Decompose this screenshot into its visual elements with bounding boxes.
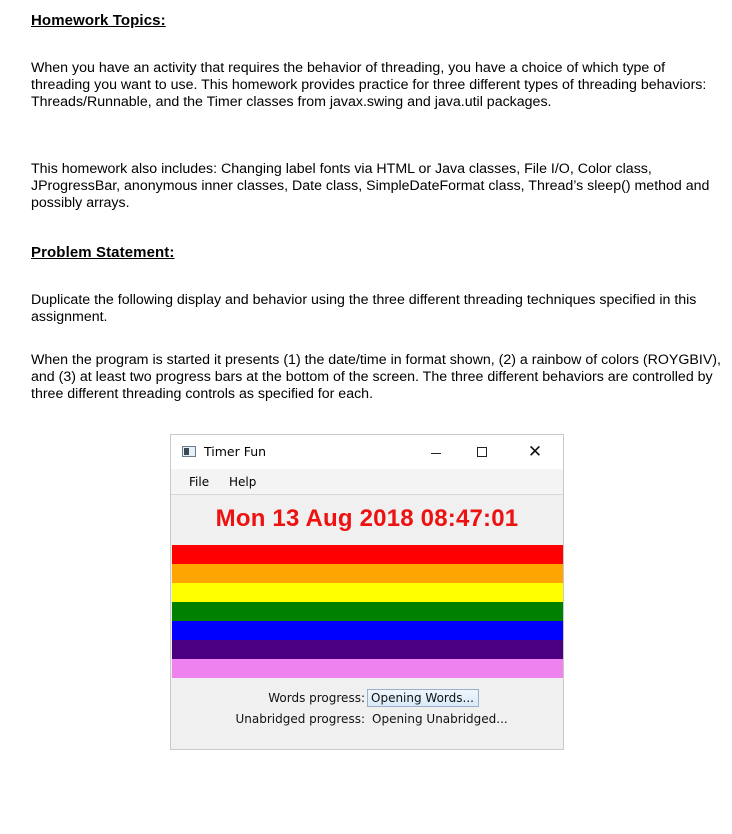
program-start-paragraph: When the program is started it presents (1) the date/time in format shown, (2) a rainbow of colors (ROYGBIV), and (3) at least two progress bars at the bottom of the screen. The three different behaviors are controlled by three different threading controls as specified for each. <box>31 352 721 402</box>
words-progress-bar: Opening Words... <box>367 689 479 707</box>
rainbow-stripe-indigo <box>172 640 564 659</box>
words-progress-label: Words progress: <box>268 691 365 705</box>
minimize-icon[interactable] <box>426 441 446 463</box>
rainbow-stripe-yellow <box>172 583 564 602</box>
intro-paragraph: When you have an activity that requires the behavior of threading, you have a choice of which type of threading you want to use. This homework provides practice for three different types of threading behaviors: Threads/Runnable, and the Timer classes from javax.swing and java.util packages. <box>31 60 707 110</box>
close-icon[interactable]: ✕ <box>527 442 543 462</box>
progress-panel <box>171 680 563 750</box>
window-title-bar <box>171 435 563 469</box>
menu-file[interactable]: File <box>189 475 210 489</box>
duplicate-paragraph: Duplicate the following display and behavior using the three different threading techniques specified in this assignment. <box>31 292 697 325</box>
includes-paragraph: This homework also includes: Changing label fonts via HTML or Java classes, File I/O, Color class, JProgressBar, anonymous inner classes, Date class, SimpleDateFormat class, Thread’s sleep() method and possibly arrays. <box>31 161 710 211</box>
unabridged-progress-bar: Opening Unabridged... <box>372 712 508 726</box>
maximize-icon[interactable] <box>473 441 493 463</box>
java-app-icon <box>182 446 196 457</box>
unabridged-progress-label: Unabridged progress: <box>235 712 365 726</box>
homework-topics-heading: Homework Topics: <box>31 12 166 29</box>
menu-bar <box>171 469 563 495</box>
date-time-label: Mon 13 Aug 2018 08:47:01 <box>215 505 519 532</box>
rainbow-stripe-green <box>172 602 564 621</box>
window-title: Timer Fun <box>204 444 267 459</box>
timer-fun-window-screenshot <box>170 434 564 750</box>
rainbow-stripe-violet <box>172 659 564 678</box>
rainbow-stripe-red <box>172 545 564 564</box>
rainbow-stripe-blue <box>172 621 564 640</box>
problem-statement-heading: Problem Statement: <box>31 244 175 261</box>
menu-help[interactable]: Help <box>229 475 257 489</box>
rainbow-stripe-orange <box>172 564 564 583</box>
